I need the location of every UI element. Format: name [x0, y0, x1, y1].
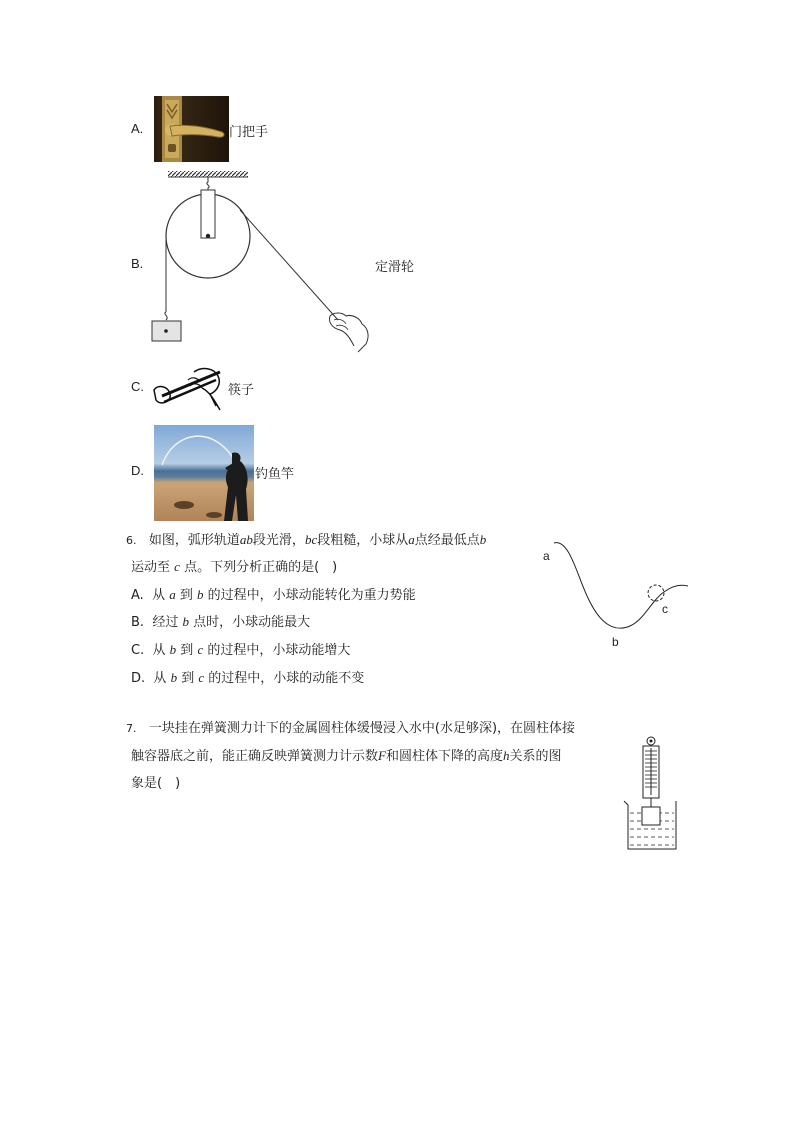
option-letter: D.: [131, 671, 146, 686]
q7-line2: [131, 747, 562, 766]
fishing-rod-icon: [154, 425, 254, 521]
q6-text: 段粗糙，小球从: [317, 533, 409, 548]
chopsticks-icon: [150, 366, 230, 412]
option-var: b: [197, 587, 204, 602]
q6-text: 如图，弧形轨道: [148, 533, 240, 548]
q6-line2: [131, 558, 337, 577]
option-var: b: [182, 614, 189, 629]
option-var: a: [169, 587, 176, 602]
option-text: 到: [180, 643, 194, 658]
option-var: b: [169, 642, 177, 657]
option-b-label: 定滑轮: [375, 260, 415, 275]
q7-text: 触容器底之前，能正确反映弹簧测力计示数: [131, 749, 379, 764]
option-text: 的过程中，小球的动能不变: [208, 671, 365, 686]
q6-number: 6.: [126, 534, 137, 547]
option-text: 到: [179, 588, 193, 603]
q7-text: 关系的图: [509, 749, 562, 764]
option-d-label: 钓鱼竿: [255, 467, 295, 482]
option-text: 的过程中，小球动能增大: [207, 643, 351, 658]
option-b-letter: B.: [131, 256, 144, 271]
option-a-letter: A.: [131, 121, 144, 136]
q6-line1: [126, 531, 486, 550]
curved-track-figure: [540, 540, 690, 650]
q6-var: c: [174, 559, 180, 574]
option-text: 点时，小球动能最大: [193, 615, 311, 630]
option-var: b: [170, 670, 178, 685]
q6-var: b: [479, 532, 487, 547]
q6-option-b: [131, 613, 310, 632]
option-letter: A.: [131, 588, 144, 603]
option-var: c: [198, 670, 205, 685]
q7-number: 7.: [126, 722, 137, 735]
option-var: c: [197, 642, 204, 657]
option-text: 到: [181, 671, 195, 686]
q7-var: F: [378, 748, 386, 763]
q6-text: 点经最低点: [414, 533, 480, 548]
option-text: 从: [152, 588, 166, 603]
q6-text: 运动至: [131, 560, 171, 575]
q6-option-d: [131, 669, 364, 688]
fixed-pulley-figure: [140, 168, 380, 358]
q6-var: bc: [304, 532, 318, 547]
option-c-label: 筷子: [228, 383, 255, 398]
option-text: 从: [153, 671, 167, 686]
door-handle-image: [154, 96, 229, 162]
q6-var: a: [408, 532, 415, 547]
option-a-label: 门把手: [229, 125, 269, 140]
fishing-rod-image: [154, 425, 254, 521]
option-letter: C.: [131, 643, 145, 658]
q6-option-c: [131, 641, 350, 660]
option-text: 经过: [152, 615, 179, 630]
q7-line3: [131, 775, 180, 793]
option-c-letter: C.: [131, 379, 144, 394]
q7-text: 一块挂在弹簧测力计下的金属圆柱体缓慢浸入水中(水足够深)，在圆柱体接: [148, 721, 576, 736]
q6-var: ab: [239, 532, 253, 547]
label-c: c: [662, 602, 668, 616]
option-text: 的过程中，小球动能转化为重力势能: [207, 588, 416, 603]
q7-text: 象是( ): [131, 776, 181, 791]
q7-line1: [126, 720, 575, 738]
q6-option-a: [131, 586, 416, 605]
label-b: b: [612, 635, 619, 649]
q6-text: 段光滑，: [252, 533, 305, 548]
q7-var: h: [502, 748, 510, 763]
option-d-letter: D.: [131, 463, 144, 478]
label-a: a: [543, 549, 550, 563]
spring-scale-beaker-figure: [618, 735, 688, 853]
option-text: 从: [152, 643, 166, 658]
q7-text: 和圆柱体下降的高度: [385, 749, 503, 764]
door-handle-icon: [154, 96, 229, 162]
option-letter: B.: [131, 615, 145, 630]
q6-text: 点。下列分析正确的是( ): [184, 560, 338, 575]
